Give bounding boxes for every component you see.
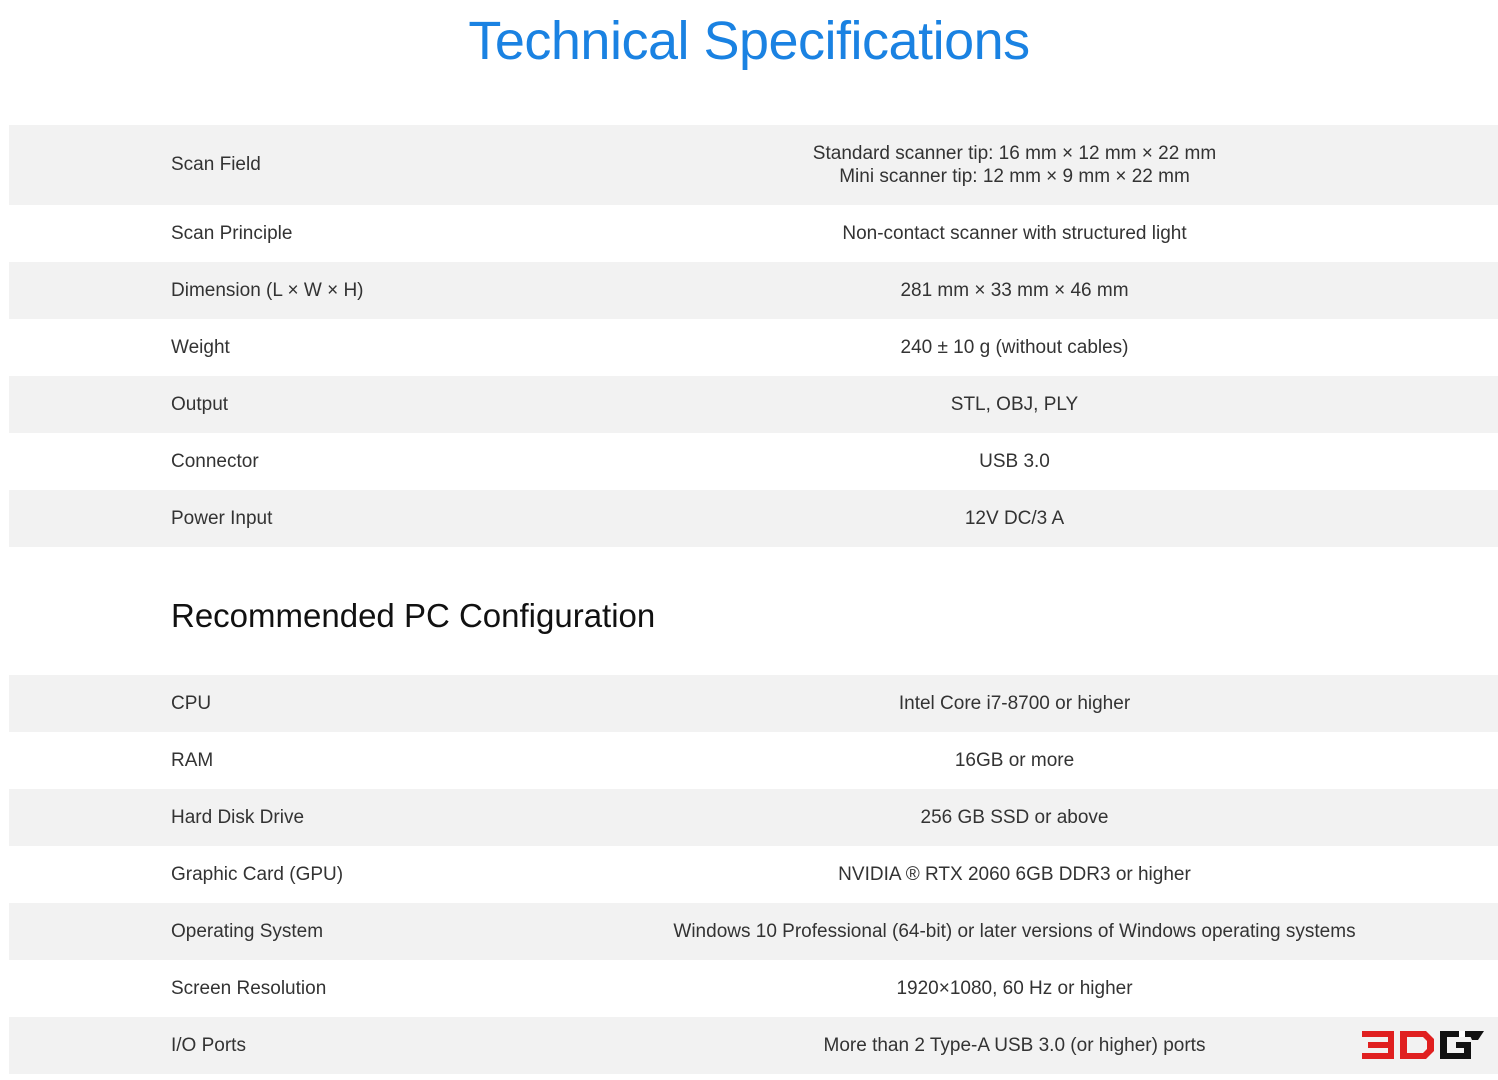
spec-value: USB 3.0 xyxy=(979,451,1050,472)
spec-label: Scan Field xyxy=(171,154,261,175)
table-row xyxy=(9,490,1498,547)
pc-value: Intel Core i7-8700 or higher xyxy=(898,693,1131,714)
spec-value: 281 mm × 33 mm × 46 mm xyxy=(900,280,1129,301)
pc-label: Operating System xyxy=(171,920,324,942)
section-heading: Recommended PC Configuration xyxy=(171,597,656,634)
table-row xyxy=(9,1017,1498,1074)
brand-logo xyxy=(1360,1028,1486,1062)
spec-label: Power Input xyxy=(171,507,273,529)
pc-value: Windows 10 Professional (64-bit) or later versions of Windows operating systems xyxy=(673,921,1356,942)
spec-label: Weight xyxy=(171,336,230,358)
spec-label: Scan Principle xyxy=(171,222,293,244)
table-row xyxy=(9,376,1498,433)
table-row xyxy=(9,319,1498,376)
page-title: Technical Specifications xyxy=(468,11,1030,71)
table-row xyxy=(9,125,1498,205)
table-row xyxy=(9,262,1498,319)
spec-label: Dimension (L × W × H) xyxy=(171,279,364,301)
pc-value: 256 GB SSD or above xyxy=(920,807,1109,828)
table-row xyxy=(9,960,1498,1017)
pc-label: CPU xyxy=(171,692,212,714)
spec-value-line: Mini scanner tip: 12 mm × 9 mm × 22 mm xyxy=(839,166,1190,187)
spec-value-line: Standard scanner tip: 16 mm × 12 mm × 22 mm xyxy=(812,143,1217,164)
table-row xyxy=(9,789,1498,846)
table-row xyxy=(9,903,1498,960)
table-row xyxy=(9,433,1498,490)
pc-label: I/O Ports xyxy=(171,1034,246,1056)
table-row xyxy=(9,675,1498,732)
pc-label: Graphic Card (GPU) xyxy=(171,863,344,885)
pc-value: NVIDIA ® RTX 2060 6GB DDR3 or higher xyxy=(838,864,1191,885)
spec-value: 12V DC/3 A xyxy=(964,508,1065,529)
pc-config-table xyxy=(9,675,1498,1074)
pc-label: Hard Disk Drive xyxy=(171,806,305,828)
table-row xyxy=(9,846,1498,903)
pc-label: RAM xyxy=(171,749,214,771)
pc-label: Screen Resolution xyxy=(171,977,327,999)
pc-value: 1920×1080, 60 Hz or higher xyxy=(896,978,1133,999)
spec-value: STL, OBJ, PLY xyxy=(950,394,1079,415)
pc-value: More than 2 Type-A USB 3.0 (or higher) ports xyxy=(823,1035,1206,1056)
spec-value: Non-contact scanner with structured light xyxy=(842,223,1187,244)
spec-label: Output xyxy=(171,393,229,415)
specs-table xyxy=(9,125,1498,547)
spec-label: Connector xyxy=(171,450,259,472)
table-row xyxy=(9,205,1498,262)
pc-value: 16GB or more xyxy=(954,750,1075,771)
spec-value xyxy=(540,142,1489,188)
spec-value: 240 ± 10 g (without cables) xyxy=(900,337,1129,358)
table-row xyxy=(9,732,1498,789)
